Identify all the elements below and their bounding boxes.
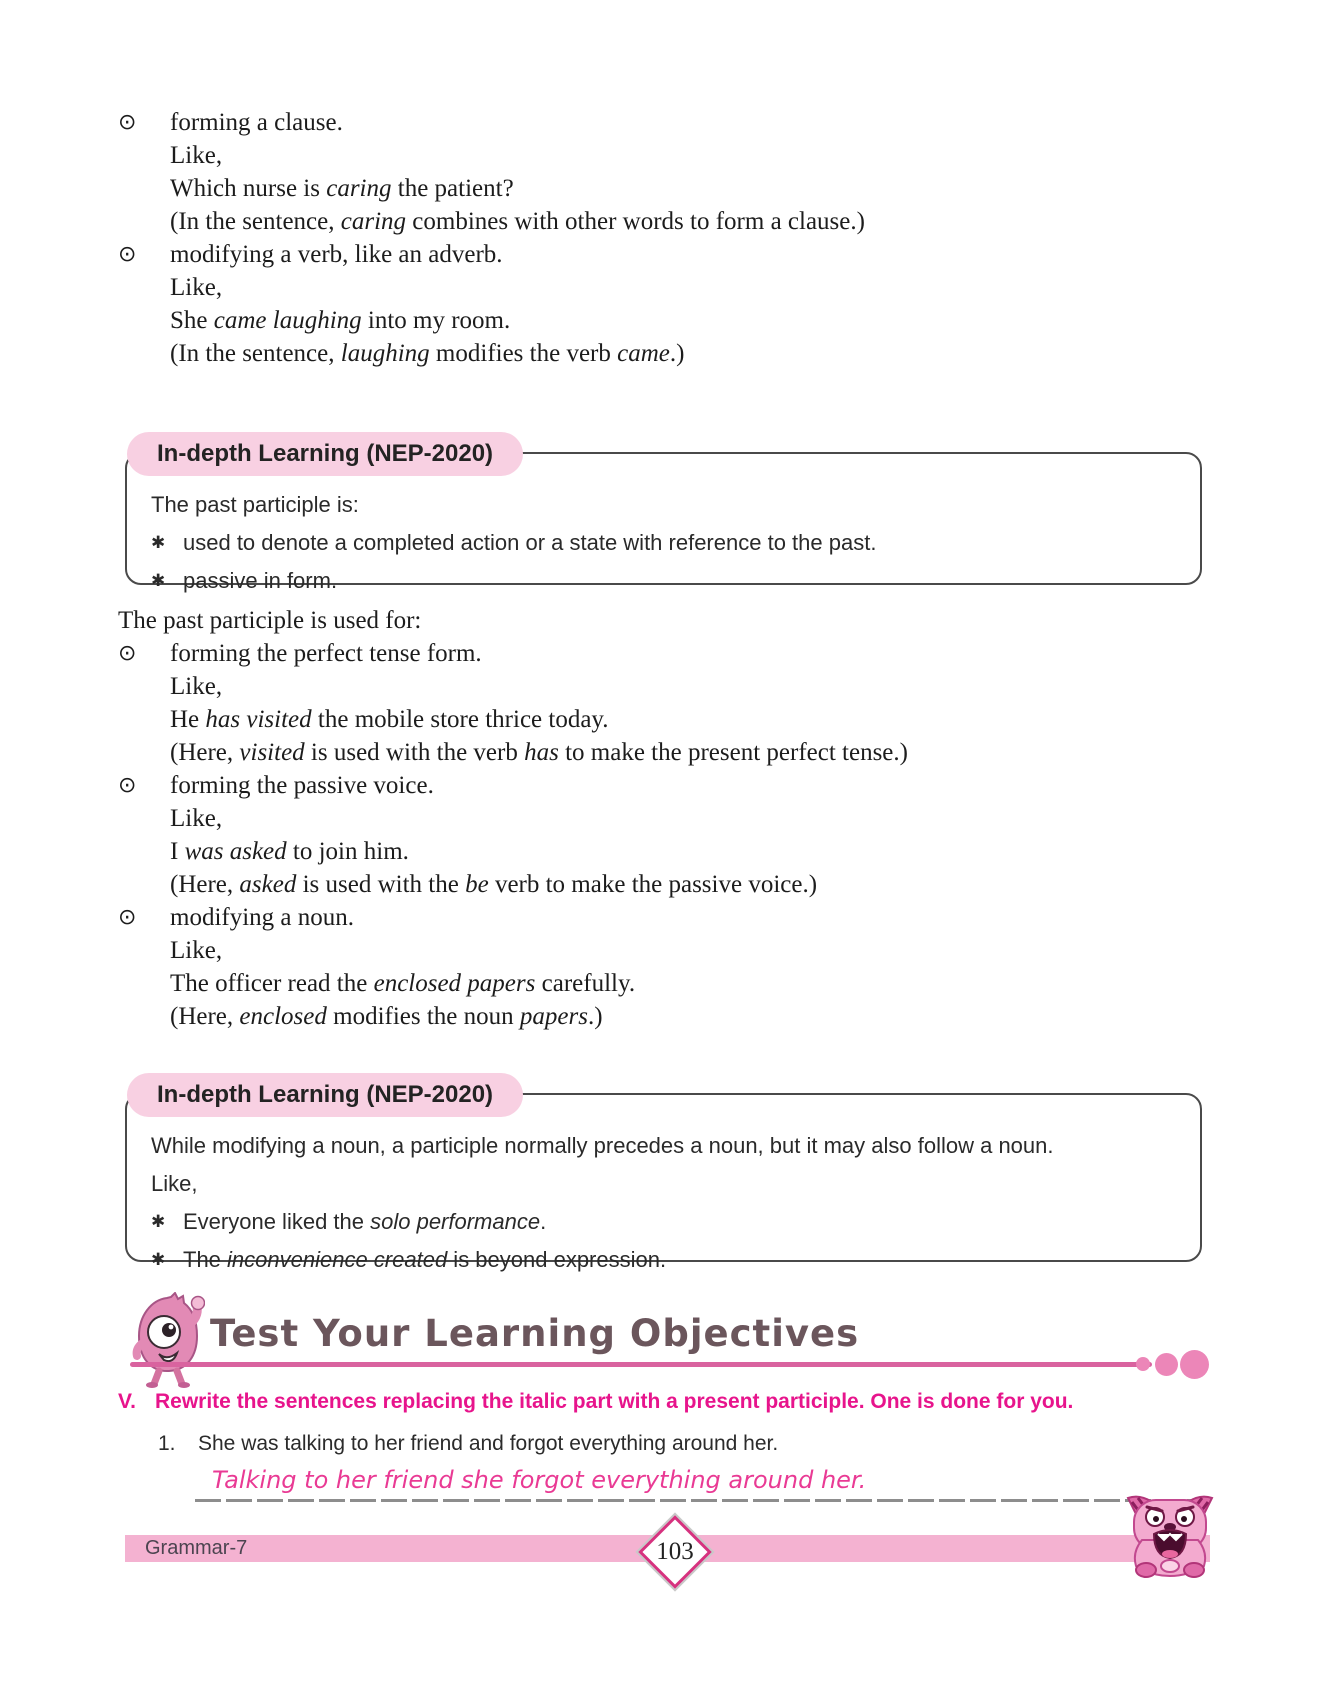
- list-item-line: Which nurse is caring the patient?: [170, 175, 514, 202]
- test-objectives-header: [0, 1290, 1332, 1400]
- list-item-line: The officer read the enclosed papers carefully.: [170, 970, 636, 997]
- decorative-dot: [1180, 1350, 1209, 1379]
- list-item-line: Like,: [170, 673, 223, 700]
- box-point: [151, 1241, 1176, 1279]
- list-item-head: forming the passive voice.: [170, 772, 434, 799]
- crying-dog-mascot-icon: [1122, 1492, 1218, 1580]
- bullet-icon: ⊙: [118, 242, 137, 267]
- box-point: [151, 1203, 1176, 1241]
- decorative-dot: [1155, 1353, 1178, 1376]
- title-underline: [130, 1362, 1152, 1367]
- present-participle-uses-list: [118, 106, 865, 370]
- indepth-learning-label: In-depth Learning (NEP-2020): [127, 432, 523, 476]
- list-item-line: I was asked to join him.: [170, 838, 409, 865]
- question-text: She was talking to her friend and forgot everything around her.: [198, 1432, 779, 1455]
- bullet-icon: ⊙: [118, 110, 137, 135]
- bullet-icon: ⊙: [118, 905, 137, 930]
- list-item: [118, 106, 865, 238]
- list-item-line: Like,: [170, 805, 223, 832]
- indepth-learning-box: [125, 440, 1202, 593]
- box-point-text: The inconvenience created is beyond expression.: [183, 1247, 667, 1272]
- box-point: [151, 524, 1176, 562]
- exercise-heading: [118, 1390, 1073, 1414]
- exercise-number: V.: [118, 1390, 136, 1413]
- question-row: [158, 1432, 778, 1456]
- monster-mascot-icon: [131, 1292, 205, 1388]
- list-item-head: forming a clause.: [170, 109, 343, 136]
- list-item-line: (Here, asked is used with the be verb to make the passive voice.): [170, 871, 818, 898]
- bullet-icon: ⊙: [118, 641, 137, 666]
- box-point-text: Everyone liked the solo performance.: [183, 1209, 547, 1234]
- list-item: [118, 901, 908, 1033]
- indepth-learning-label: In-depth Learning (NEP-2020): [127, 1073, 523, 1117]
- box-intro-text: The past participle is:: [151, 492, 359, 517]
- answer-underline: [195, 1499, 1205, 1502]
- list-item-line: She came laughing into my room.: [170, 307, 511, 334]
- box-like-text: Like,: [151, 1171, 198, 1196]
- question-number: 1.: [158, 1432, 176, 1455]
- star-bullet-icon: ✱: [151, 1212, 166, 1232]
- section-heading: The past participle is used for:: [118, 607, 422, 634]
- bullet-icon: ⊙: [118, 773, 137, 798]
- list-item: [118, 238, 865, 370]
- list-item-line: Like,: [170, 937, 223, 964]
- list-item-line: (In the sentence, caring combines with other words to form a clause.): [170, 208, 865, 235]
- box-point: [151, 562, 1176, 600]
- box-point-text: used to denote a completed action or a state with reference to the past.: [183, 530, 877, 555]
- decorative-dot: [1136, 1357, 1150, 1371]
- list-item-line: Like,: [170, 142, 223, 169]
- box-point-text: passive in form.: [183, 568, 338, 593]
- past-participle-uses-section: [118, 604, 908, 1033]
- list-item-head: forming the perfect tense form.: [170, 640, 482, 667]
- answer-text: Talking to her friend she forgot everything around her.: [212, 1466, 867, 1494]
- list-item-line: (Here, visited is used with the verb has to make the present perfect tense.): [170, 739, 908, 766]
- book-title: Grammar-7: [145, 1537, 248, 1559]
- list-item-head: modifying a verb, like an adverb.: [170, 241, 503, 268]
- list-item: [118, 637, 908, 769]
- indepth-learning-box: [125, 1081, 1202, 1272]
- list-item: [118, 769, 908, 901]
- test-objectives-title: Test Your Learning Objectives: [210, 1312, 860, 1355]
- list-item-line: Like,: [170, 274, 223, 301]
- page-number: 103: [656, 1538, 694, 1565]
- star-bullet-icon: ✱: [151, 571, 166, 591]
- list-item-line: (In the sentence, laughing modifies the verb came.): [170, 340, 685, 367]
- exercise-instruction: Rewrite the sentences replacing the italic part with a present participle. One is done for you.: [155, 1390, 1074, 1413]
- list-item-line: (Here, enclosed modifies the noun papers.): [170, 1003, 603, 1030]
- star-bullet-icon: ✱: [151, 1250, 166, 1270]
- list-item-head: modifying a noun.: [170, 904, 355, 931]
- star-bullet-icon: ✱: [151, 533, 166, 553]
- box-intro-text: While modifying a noun, a participle normally precedes a noun, but it may also follow a noun.: [151, 1133, 1054, 1158]
- list-item-line: He has visited the mobile store thrice today.: [170, 706, 609, 733]
